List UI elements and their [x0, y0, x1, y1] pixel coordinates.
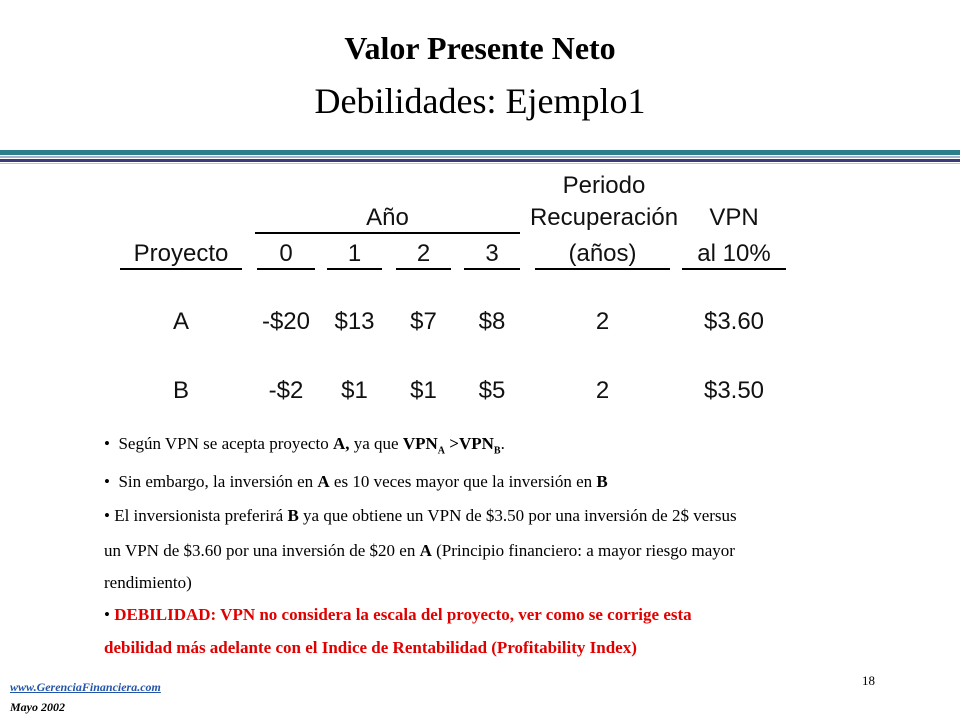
header-underline: [535, 268, 670, 270]
note-1: • Según VPN se acepta proyecto A, ya que $VPN_A >VPN_B$.: [104, 434, 505, 457]
header-anios: (años): [568, 240, 637, 267]
row-a-year-0: -$20: [261, 308, 311, 335]
row-a-proyecto: A: [172, 308, 189, 335]
note-3-line-3: rendimiento): [104, 573, 192, 592]
footer-date: Mayo 2002: [10, 700, 65, 714]
header-anio-underline: [255, 232, 520, 234]
header-vpn: VPN: [709, 204, 759, 231]
row-b-proyecto: B: [172, 377, 189, 404]
note-3: • El inversionista preferirá B ya que obtiene un VPN de $3.50 por una inversión de 2$ versus: [104, 506, 737, 525]
header-periodo: Periodo: [562, 172, 646, 199]
page-number: 18: [862, 673, 875, 688]
header-tasa: al 10%: [697, 240, 771, 267]
note-3-line-2: un VPN de $3.60 por una inversión de $20 en A (Principio financiero: a mayor riesgo mayor: [104, 541, 735, 560]
header-year-0: 0: [279, 240, 293, 267]
header-underline: [327, 268, 382, 270]
slide-title: Valor Presente Neto: [344, 30, 616, 66]
row-b-year-2: $1: [410, 377, 437, 404]
row-b-recuperacion: 2: [595, 377, 610, 404]
header-year-1: 1: [347, 240, 362, 267]
header-proyecto: Proyecto: [133, 240, 229, 267]
note-4: • DEBILIDAD: VPN no considera la escala del proyecto, ver como se corrige esta: [104, 605, 692, 624]
header-underline: [396, 268, 451, 270]
header-anio: Año: [366, 204, 409, 231]
note-4-line-2: debilidad más adelante con el Indice de Rentabilidad (Profitability Index): [104, 638, 637, 657]
row-a-vpn: $3.60: [703, 308, 765, 335]
row-b-vpn: $3.50: [703, 377, 765, 404]
slide-subtitle: Debilidades: Ejemplo1: [314, 81, 646, 121]
row-a-year-2: $7: [410, 308, 437, 335]
header-underline: [464, 268, 520, 270]
footer-website-link[interactable]: www.GerenciaFinanciera.com: [10, 680, 161, 694]
row-a-year-1: $13: [334, 308, 375, 335]
header-recuperacion: Recuperación: [529, 204, 679, 231]
note-2: • Sin embargo, la inversión en A es 10 veces mayor que la inversión en B: [104, 472, 608, 491]
row-b-year-3: $5: [478, 377, 506, 404]
header-underline: [682, 268, 786, 270]
header-year-3: 3: [485, 240, 499, 267]
row-a-year-3: $8: [478, 308, 506, 335]
header-underline: [257, 268, 315, 270]
header-underline: [120, 268, 242, 270]
header-year-2: 2: [416, 240, 431, 267]
row-a-recuperacion: 2: [595, 308, 610, 335]
row-b-year-1: $1: [341, 377, 368, 404]
row-b-year-0: -$2: [268, 377, 304, 404]
